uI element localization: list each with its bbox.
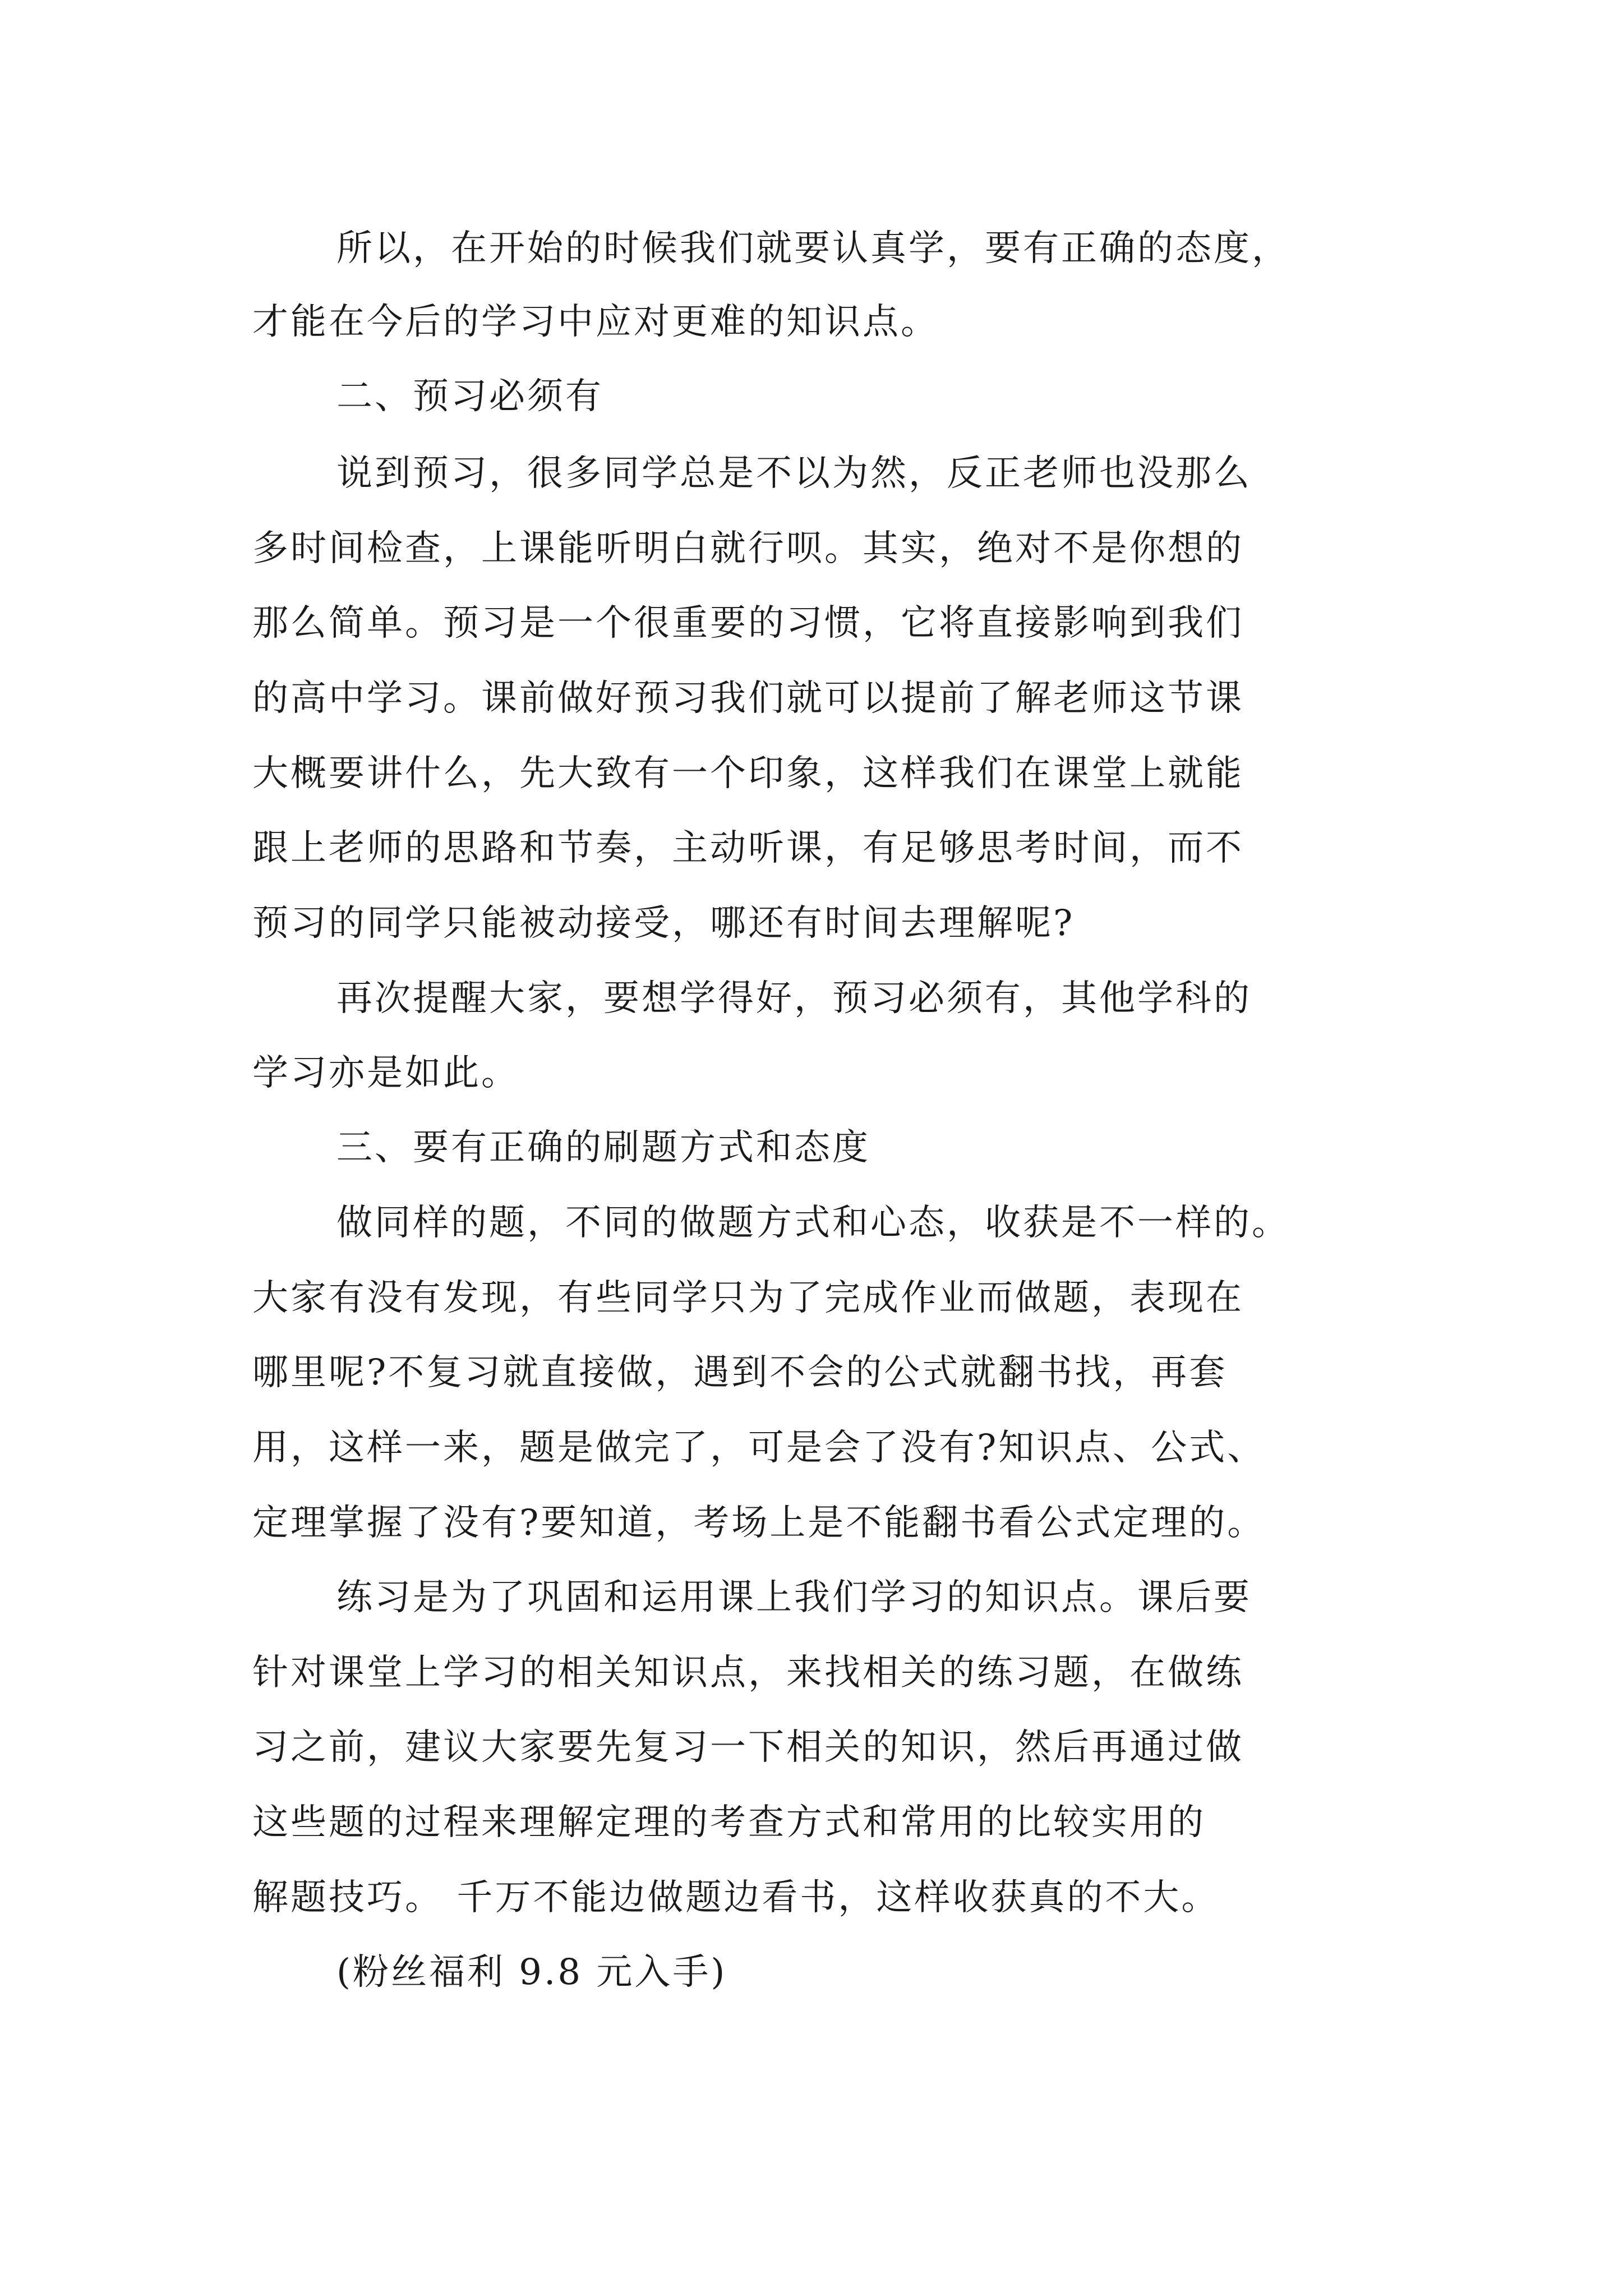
paragraph-line: 哪里呢?不复习就直接做，遇到不会的公式就翻书找，再套 [252,1352,1228,1393]
paragraph-line: 这些题的过程来理解定理的考查方式和常用的比较实用的 [252,1802,1206,1843]
paragraph-line: 练习是为了巩固和运用课上我们学习的知识点。课后要 [336,1577,1252,1618]
paragraph-line: 说到预习，很多同学总是不以为然，反正老师也没那么 [336,453,1252,494]
paragraph-line: 那么简单。预习是一个很重要的习惯，它将直接影响到我们 [252,602,1244,644]
paragraph-line: 跟上老师的思路和节奏，主动听课，有足够思考时间，而不 [252,827,1244,869]
paragraph-line: 大家有没有发现，有些同学只为了完成作业而做题，表现在 [252,1277,1244,1319]
paragraph-line: 解题技巧。 千万不能边做题边看书，这样收获真的不大。 [252,1877,1220,1918]
section-heading: 三、要有正确的刷题方式和态度 [336,1127,870,1168]
paragraph-line: 做同样的题，不同的做题方式和心态，收获是不一样的。 [336,1202,1290,1244]
paragraph-line: 预习的同学只能被动接受，哪还有时间去理解呢? [252,903,1075,944]
paragraph-line: 用，这样一来，题是做完了，可是会了没有?知识点、公式、 [252,1427,1266,1469]
paragraph-line: 的高中学习。课前做好预习我们就可以提前了解老师这节课 [252,678,1244,719]
promo-note: (粉丝福利 9.8 元入手) [336,1952,727,1993]
paragraph-line: 定理掌握了没有?要知道，考场上是不能翻书看公式定理的。 [252,1502,1266,1544]
paragraph-line: 再次提醒大家，要想学得好，预习必须有，其他学科的 [336,978,1252,1019]
paragraph-line: 针对课堂上学习的相关知识点，来找相关的练习题，在做练 [252,1652,1244,1694]
paragraph-line: 所以，在开始的时候我们就要认真学，要有正确的态度， [336,228,1290,269]
paragraph-line: 学习亦是如此。 [252,1052,519,1094]
paragraph-line: 大概要讲什么，先大致有一个印象，这样我们在课堂上就能 [252,753,1244,794]
section-heading: 二、预习必须有 [336,376,603,417]
paragraph-line: 才能在今后的学习中应对更难的知识点。 [252,301,939,343]
paragraph-line: 多时间检查，上课能听明白就行呗。其实，绝对不是你想的 [252,528,1244,569]
paragraph-line: 习之前，建议大家要先复习一下相关的知识，然后再通过做 [252,1727,1244,1768]
